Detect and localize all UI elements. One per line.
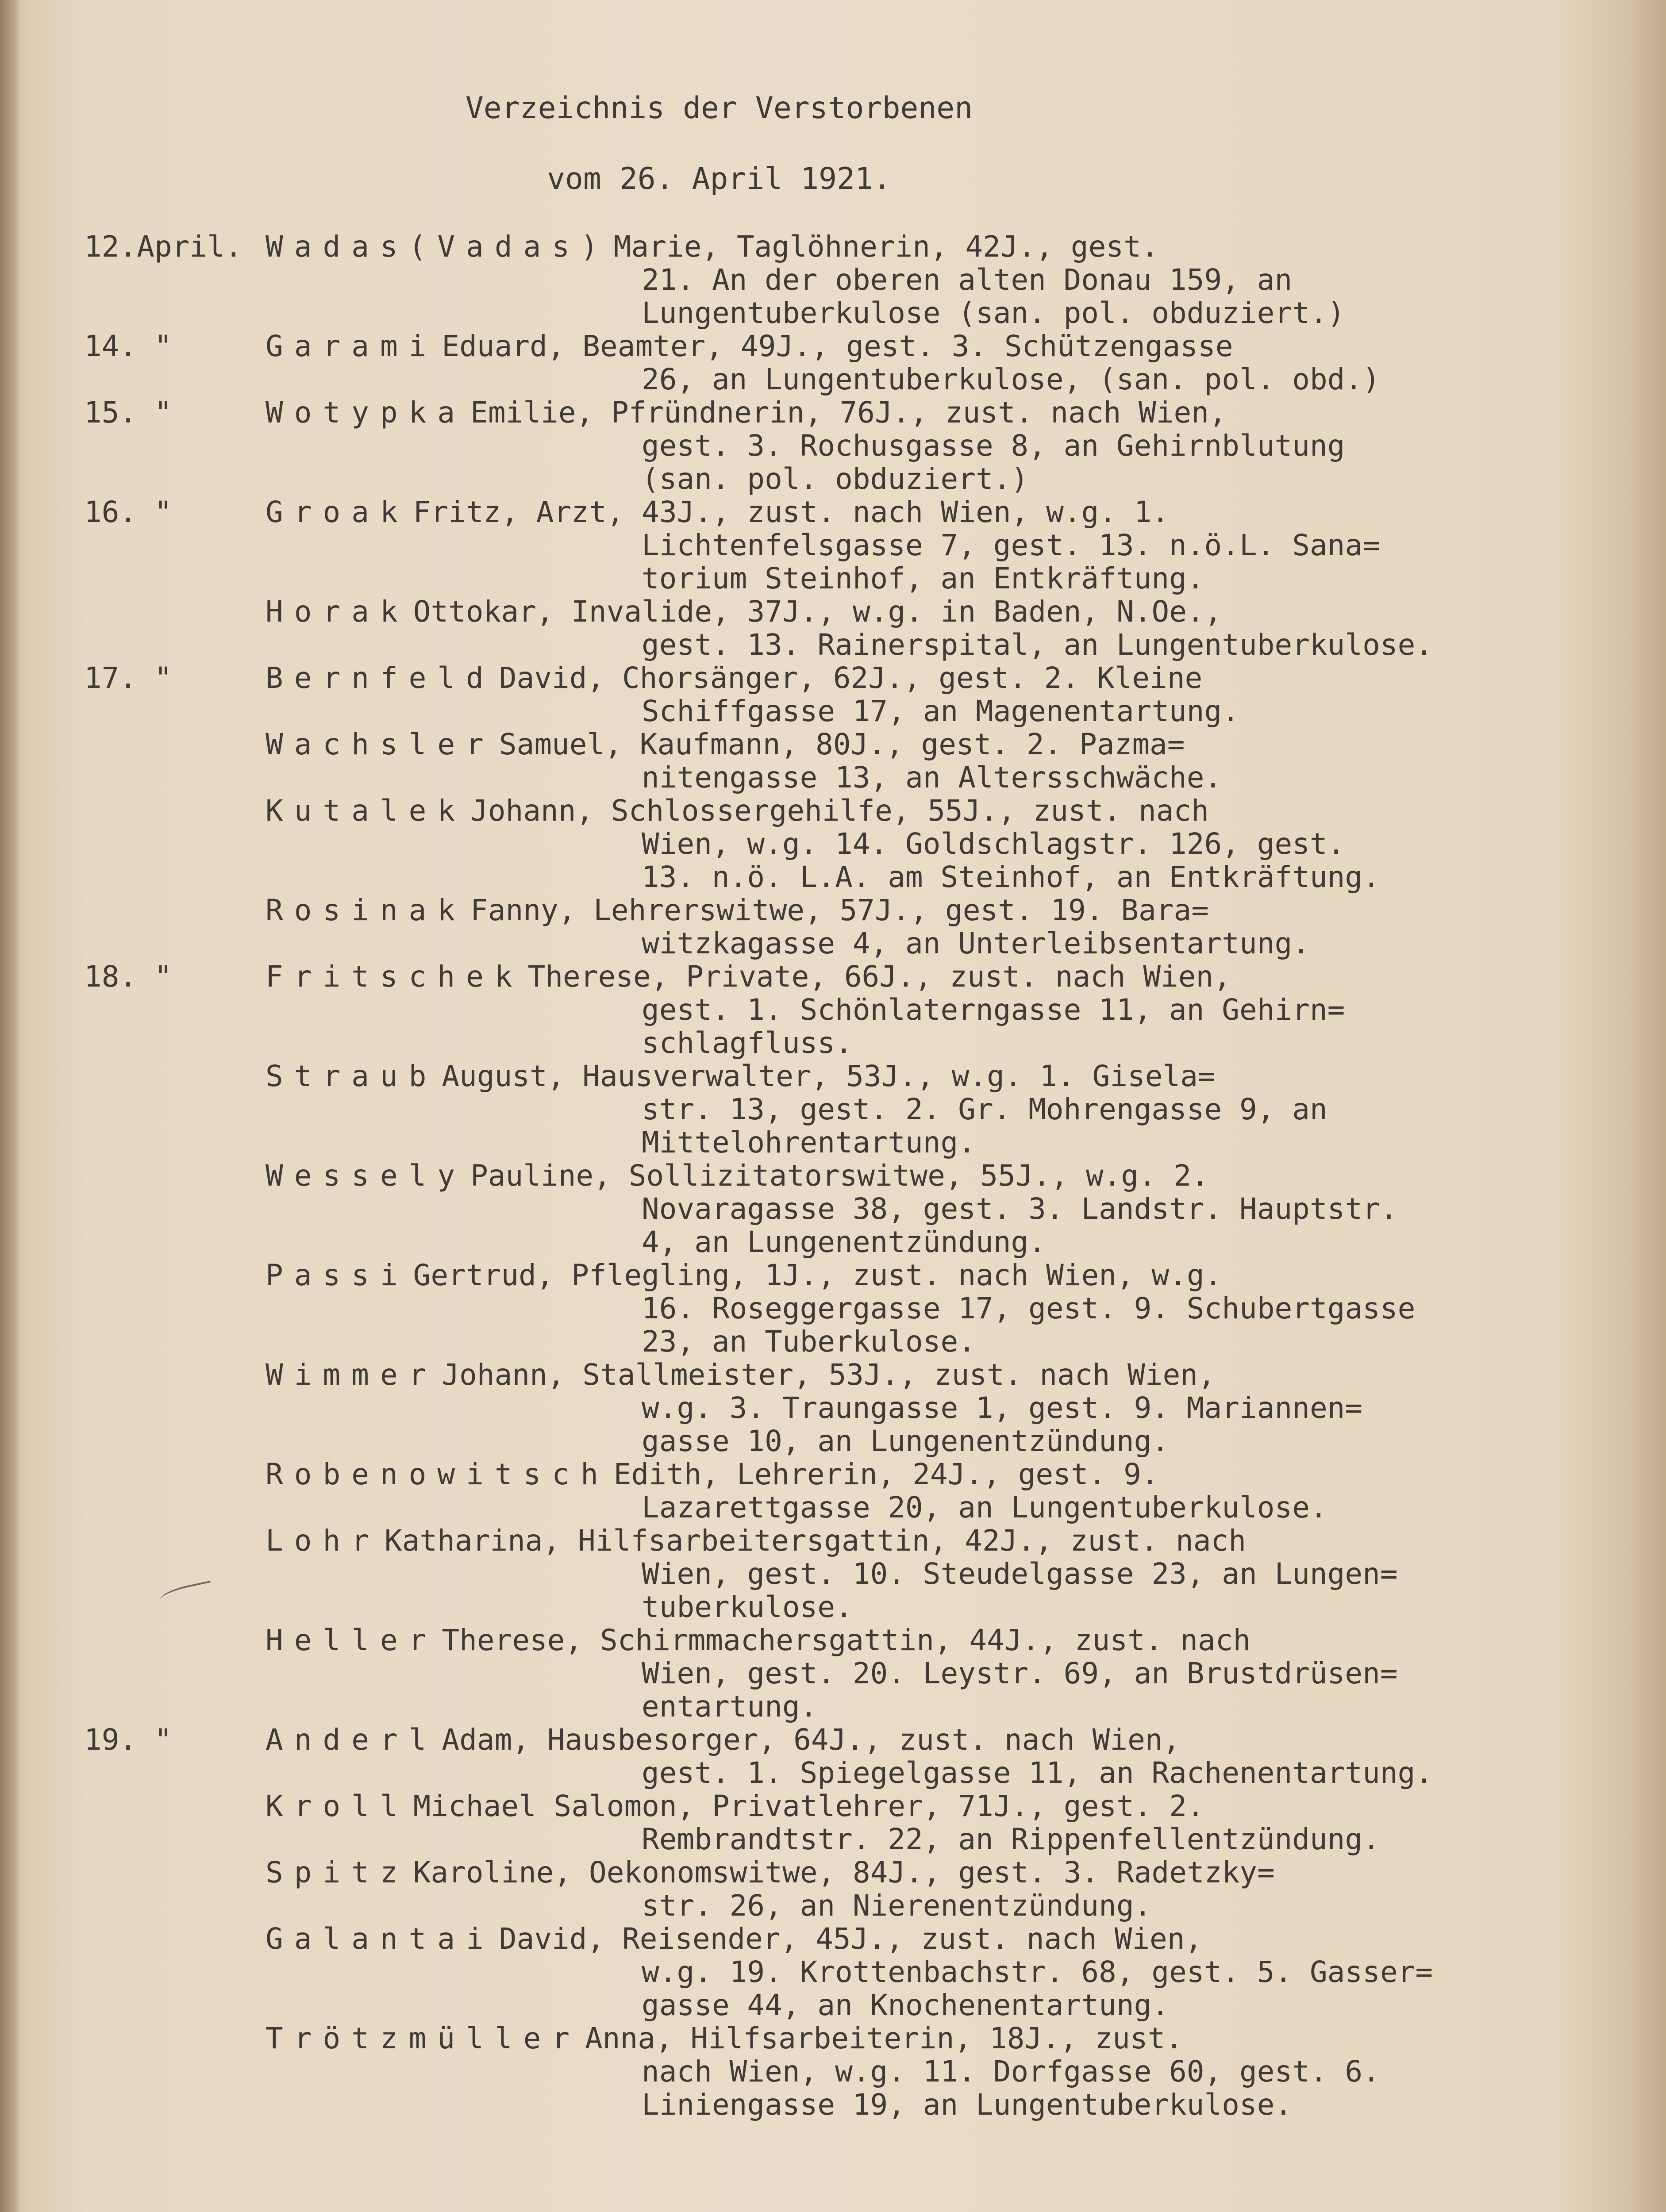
death-entry <box>84 1723 1611 1790</box>
death-entry <box>84 661 1611 728</box>
entry-line-continued: Schiffgasse 17, an Magenentartung. <box>642 694 1240 728</box>
entry-line-first: Pauline, Sollizitatorswitwe, 55J., w.g. 2. <box>470 1159 1209 1193</box>
entry-line-first: Adam, Hausbesorger, 64J., zust. nach Wien, <box>442 1723 1181 1757</box>
entry-line-continued: str. 26, an Nierenentzündung. <box>642 1889 1152 1923</box>
entry-line-first: Johann, Stallmeister, 53J., zust. nach Wien, <box>442 1358 1216 1392</box>
entry-surname: Wessely <box>265 1159 466 1193</box>
entry-line-continued: Lichtenfelsgasse 7, gest. 13. n.ö.L. Sana= <box>642 528 1380 562</box>
entry-date: 15. " <box>84 396 172 430</box>
entry-line-continued: gest. 3. Rochusgasse 8, an Gehirnblutung <box>642 429 1345 463</box>
entry-surname: Wadas(Vadas) <box>265 230 609 264</box>
entry-line-continued: Mittelohrentartung. <box>642 1125 976 1160</box>
entry-line-first: David, Chorsänger, 62J., gest. 2. Kleine <box>499 661 1203 695</box>
death-entry <box>84 1159 1611 1259</box>
death-entry <box>84 1922 1611 2022</box>
death-entry <box>84 794 1611 894</box>
entry-date: 19. " <box>84 1723 172 1757</box>
entry-line-first: Marie, Taglöhnerin, 42J., gest. <box>613 230 1159 264</box>
entry-line-first: August, Hausverwalter, 53J., w.g. 1. Gisela= <box>442 1059 1216 1093</box>
entry-surname: Anderl <box>265 1723 438 1757</box>
entry-line-continued: nitengasse 13, an Altersschwäche. <box>642 760 1222 795</box>
entry-line-continued: str. 13, gest. 2. Gr. Mohrengasse 9, an <box>642 1092 1327 1126</box>
entry-line-continued: gest. 13. Rainerspital, an Lungentuberkulose. <box>642 628 1433 662</box>
entry-line-continued: 16. Roseggergasse 17, gest. 9. Schubertgasse <box>642 1291 1416 1325</box>
death-entry <box>84 1458 1611 1524</box>
entry-line-continued: gest. 1. Schönlaterngasse 11, an Gehirn= <box>642 993 1345 1027</box>
death-entry <box>84 1060 1611 1159</box>
entry-line-continued: Wien, w.g. 14. Goldschlagstr. 126, gest. <box>642 827 1345 861</box>
entry-line-first: Samuel, Kaufmann, 80J., gest. 2. Pazma= <box>499 727 1185 761</box>
entry-line-first: Katharina, Hilfsarbeitersgattin, 42J., zust. nach <box>384 1524 1246 1558</box>
entry-surname: Groak <box>265 495 409 529</box>
entry-line-first: David, Reisender, 45J., zust. nach Wien, <box>499 1922 1203 1956</box>
entry-surname: Kroll <box>265 1789 409 1823</box>
entry-line-continued: 4, an Lungenentzündung. <box>642 1225 1046 1259</box>
entry-surname: Galantai <box>265 1922 495 1956</box>
death-entry <box>84 1358 1611 1458</box>
entry-line-continued: gasse 44, an Knochenentartung. <box>642 1988 1170 2022</box>
entry-surname: Fritschek <box>265 960 523 994</box>
entry-line-first: Karoline, Oekonomswitwe, 84J., gest. 3. Radetzky= <box>413 1855 1275 1889</box>
entry-line-first: Eduard, Beamter, 49J., gest. 3. Schützengasse <box>442 329 1233 363</box>
death-entry <box>84 1856 1611 1922</box>
entry-line-continued: 26, an Lungentuberkulose, (san. pol. obd.) <box>642 362 1380 396</box>
entry-line-first: Fritz, Arzt, 43J., zust. nach Wien, w.g. 1. <box>413 495 1170 529</box>
entry-surname: Spitz <box>265 1855 409 1889</box>
document-date: vom 26. April 1921. <box>547 161 891 196</box>
death-entry <box>84 330 1611 396</box>
entry-line-continued: Rembrandtstr. 22, an Rippenfellentzündung. <box>642 1822 1380 1856</box>
entry-surname: Trötzmüller <box>265 2021 581 2055</box>
entry-surname: Horak <box>265 595 409 629</box>
entry-line-continued: (san. pol. obduziert.) <box>642 462 1029 496</box>
death-entry <box>84 1259 1611 1358</box>
entry-line-first: Anna, Hilfsarbeiterin, 18J., zust. <box>585 2021 1183 2055</box>
death-entry <box>84 728 1611 794</box>
death-entry <box>84 396 1611 495</box>
entry-line-continued: 23, an Tuberkulose. <box>642 1325 976 1359</box>
death-entry <box>84 595 1611 661</box>
death-entry <box>84 894 1611 960</box>
entry-line-continued: witzkagasse 4, an Unterleibsentartung. <box>642 926 1310 960</box>
entry-line-continued: Wien, gest. 20. Leystr. 69, an Brustdrüsen= <box>642 1656 1398 1690</box>
entry-line-first: Emilie, Pfründnerin, 76J., zust. nach Wien, <box>470 396 1227 430</box>
entry-line-first: Fanny, Lehrerswitwe, 57J., gest. 19. Bara= <box>470 893 1209 927</box>
deceased-list <box>84 230 1611 2121</box>
entry-surname: Heller <box>265 1623 438 1657</box>
entry-line-continued: gest. 1. Spiegelgasse 11, an Rachenentartung. <box>642 1756 1433 1790</box>
entry-line-first: Michael Salomon, Privatlehrer, 71J., gest. 2. <box>413 1789 1204 1823</box>
entry-line-first: Therese, Private, 66J., zust. nach Wien, <box>527 960 1231 994</box>
entry-line-continued: gasse 10, an Lungenentzündung. <box>642 1424 1170 1458</box>
entry-date: 14. " <box>84 329 172 363</box>
entry-line-continued: entartung. <box>642 1690 818 1724</box>
entry-line-first: Ottokar, Invalide, 37J., w.g. in Baden, N.Oe., <box>413 595 1222 629</box>
entry-line-first: Therese, Schirmmachersgattin, 44J., zust. nach <box>442 1623 1251 1657</box>
entry-line-continued: Lazarettgasse 20, an Lungentuberkulose. <box>642 1490 1327 1525</box>
death-entry <box>84 230 1611 330</box>
entry-line-continued: 13. n.ö. L.A. am Steinhof, an Entkräftung. <box>642 860 1380 894</box>
entry-line-continued: nach Wien, w.g. 11. Dorfgasse 60, gest. 6. <box>642 2055 1380 2089</box>
entry-date: 17. " <box>84 661 172 695</box>
entry-line-continued: Novaragasse 38, gest. 3. Landstr. Hauptstr. <box>642 1192 1398 1226</box>
entry-surname: Robenowitsch <box>265 1457 609 1491</box>
entry-date: 18. " <box>84 960 172 994</box>
death-entry <box>84 1524 1611 1624</box>
entry-line-continued: torium Steinhof, an Entkräftung. <box>642 561 1204 595</box>
entry-surname: Wachsler <box>265 727 495 761</box>
entry-line-first: Gertrud, Pflegling, 1J., zust. nach Wien, w.g. <box>413 1258 1222 1292</box>
entry-surname: Lohr <box>265 1524 380 1558</box>
death-entry <box>84 2022 1611 2121</box>
entry-line-continued: schlagfluss. <box>642 1026 853 1060</box>
death-entry <box>84 960 1611 1060</box>
entry-line-first: Edith, Lehrerin, 24J., gest. 9. <box>613 1457 1159 1491</box>
entry-line-continued: tuberkulose. <box>642 1590 853 1624</box>
entry-line-continued: Wien, gest. 10. Steudelgasse 23, an Lungen= <box>642 1557 1398 1591</box>
entry-surname: Passi <box>265 1258 409 1292</box>
death-entry <box>84 1790 1611 1856</box>
document-title: Verzeichnis der Verstorbenen <box>465 91 973 126</box>
entry-surname: Wimmer <box>265 1358 438 1392</box>
entry-line-continued: w.g. 19. Krottenbachstr. 68, gest. 5. Gasser= <box>642 1955 1433 1989</box>
entry-line-continued: w.g. 3. Traungasse 1, gest. 9. Mariannen= <box>642 1391 1363 1425</box>
entry-line-continued: Liniengasse 19, an Lungentuberkulose. <box>642 2088 1293 2122</box>
entry-surname: Bernfeld <box>265 661 495 695</box>
entry-line-continued: Lungentuberkulose (san. pol. obduziert.) <box>642 296 1345 330</box>
entry-surname: Wotypka <box>265 396 466 430</box>
entry-surname: Kutalek <box>265 794 466 828</box>
entry-line-first: Johann, Schlossergehilfe, 55J., zust. nach <box>470 794 1209 828</box>
death-entry <box>84 1624 1611 1723</box>
death-entry <box>84 495 1611 595</box>
entry-date: 16. " <box>84 495 172 529</box>
entry-line-continued: 21. An der oberen alten Donau 159, an <box>642 263 1293 297</box>
entry-surname: Garami <box>265 329 438 363</box>
entry-surname: Rosinak <box>265 893 466 927</box>
entry-date: 12.April. <box>84 230 242 264</box>
entry-surname: Straub <box>265 1059 438 1093</box>
